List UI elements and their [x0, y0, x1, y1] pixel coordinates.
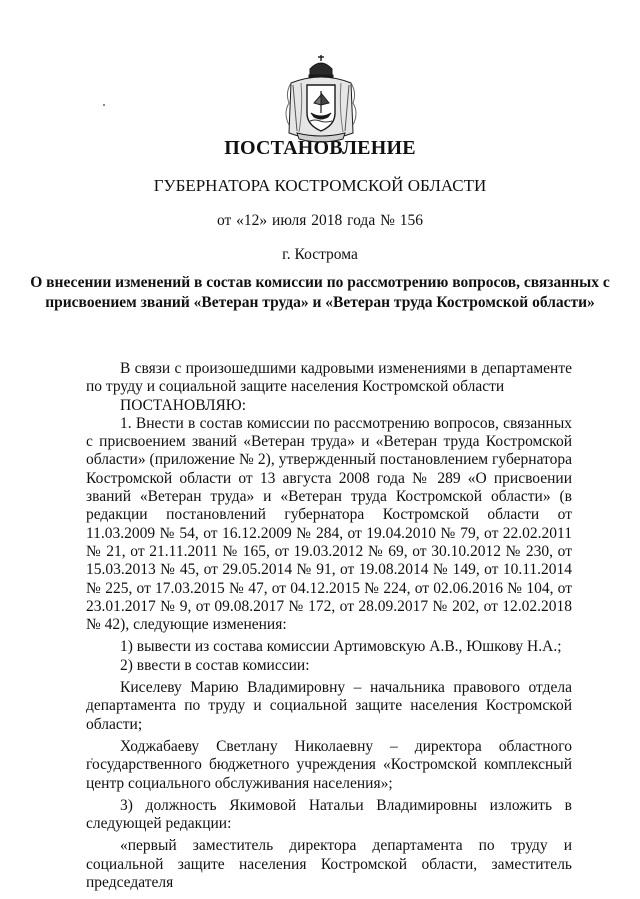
decree-word: ПОСТАНОВЛЯЮ: [120, 396, 247, 414]
document-type-heading: ПОСТАНОВЛЕНИЕ [224, 137, 416, 159]
quote-paragraph: «первый заместитель директора департамента по труду и социальной защите населения Костромской области, заместитель председателя [86, 837, 572, 892]
coat-of-arms-icon [283, 53, 359, 147]
document-body [86, 360, 572, 892]
item-1-paragraph: 1. Внести в состав комиссии по рассмотрению вопросов, связанных с присвоением званий «Ветеран труда» и «Ветеран труда Костромской области» (приложение № 2), утвержденный постановлением губернатора Костромской области от 13 августа 2008 года № 289 «О присвоении званий «Ветеран труда» и «Ветеран труда Костромской области» (в редакции постановлений губернатора Костромской области от 11.03.2009 № 54, от 16.12.2009 № 284, от 19.04.2010 № 79, от 22.02.2011 № 21, от 21.11.2011 № 165, от 19.03.2012 № 69, от 30.10.2012 № 230, от 15.03.2013 № 45, от 29.05.2014 № 91, от 19.08.2014 № 149, от 10.11.2014 № 225, от 17.03.2015 № 47, от 04.12.2015 № 224, от 02.06.2016 № 104, от 23.01.2017 № 9, от 09.08.2017 № 172, от 28.09.2017 № 202, от 12.02.2018 № 42), следующие изменения: [86, 414, 572, 634]
place-of-issue: г. Кострома [282, 246, 358, 263]
preamble-paragraph: В связи с произошедшими кадровыми изменениями в департаменте по труду и социальной защите населения Костромской области [86, 360, 572, 396]
document-subject [0, 273, 640, 312]
subitem-1-paragraph: 1) вывести из состава комиссии Артимовскую А.В., Юшкову Н.А.; [120, 638, 562, 656]
subject-text: О внесении изменений в состав комиссии по рассмотрению вопросов, связанных с присвоением званий «Ветеран труда» и «Ветеран труда Костромской области» [30, 274, 610, 311]
date-and-number: от «12» июля 2018 года № 156 [216, 212, 423, 229]
person-1-paragraph: Киселеву Марию Владимировну – начальника правового отдела департамента по труду и социальной защите населения Костромской области; [86, 679, 572, 733]
person-2-paragraph: Ходжабаеву Светлану Николаевну – директора областного государственного бюджетного учреждения «Костромской комплексный центр социального обслуживания населения»; [86, 737, 572, 792]
scan-speck [103, 104, 105, 106]
issuer-heading: ГУБЕРНАТОРА КОСТРОМСКОЙ ОБЛАСТИ [153, 176, 487, 195]
subitem-3-paragraph: 3) должность Якимовой Натальи Владимировны изложить в следующей редакции: [86, 796, 572, 833]
subitem-2-paragraph: 2) ввести в состав комиссии: [120, 656, 310, 674]
